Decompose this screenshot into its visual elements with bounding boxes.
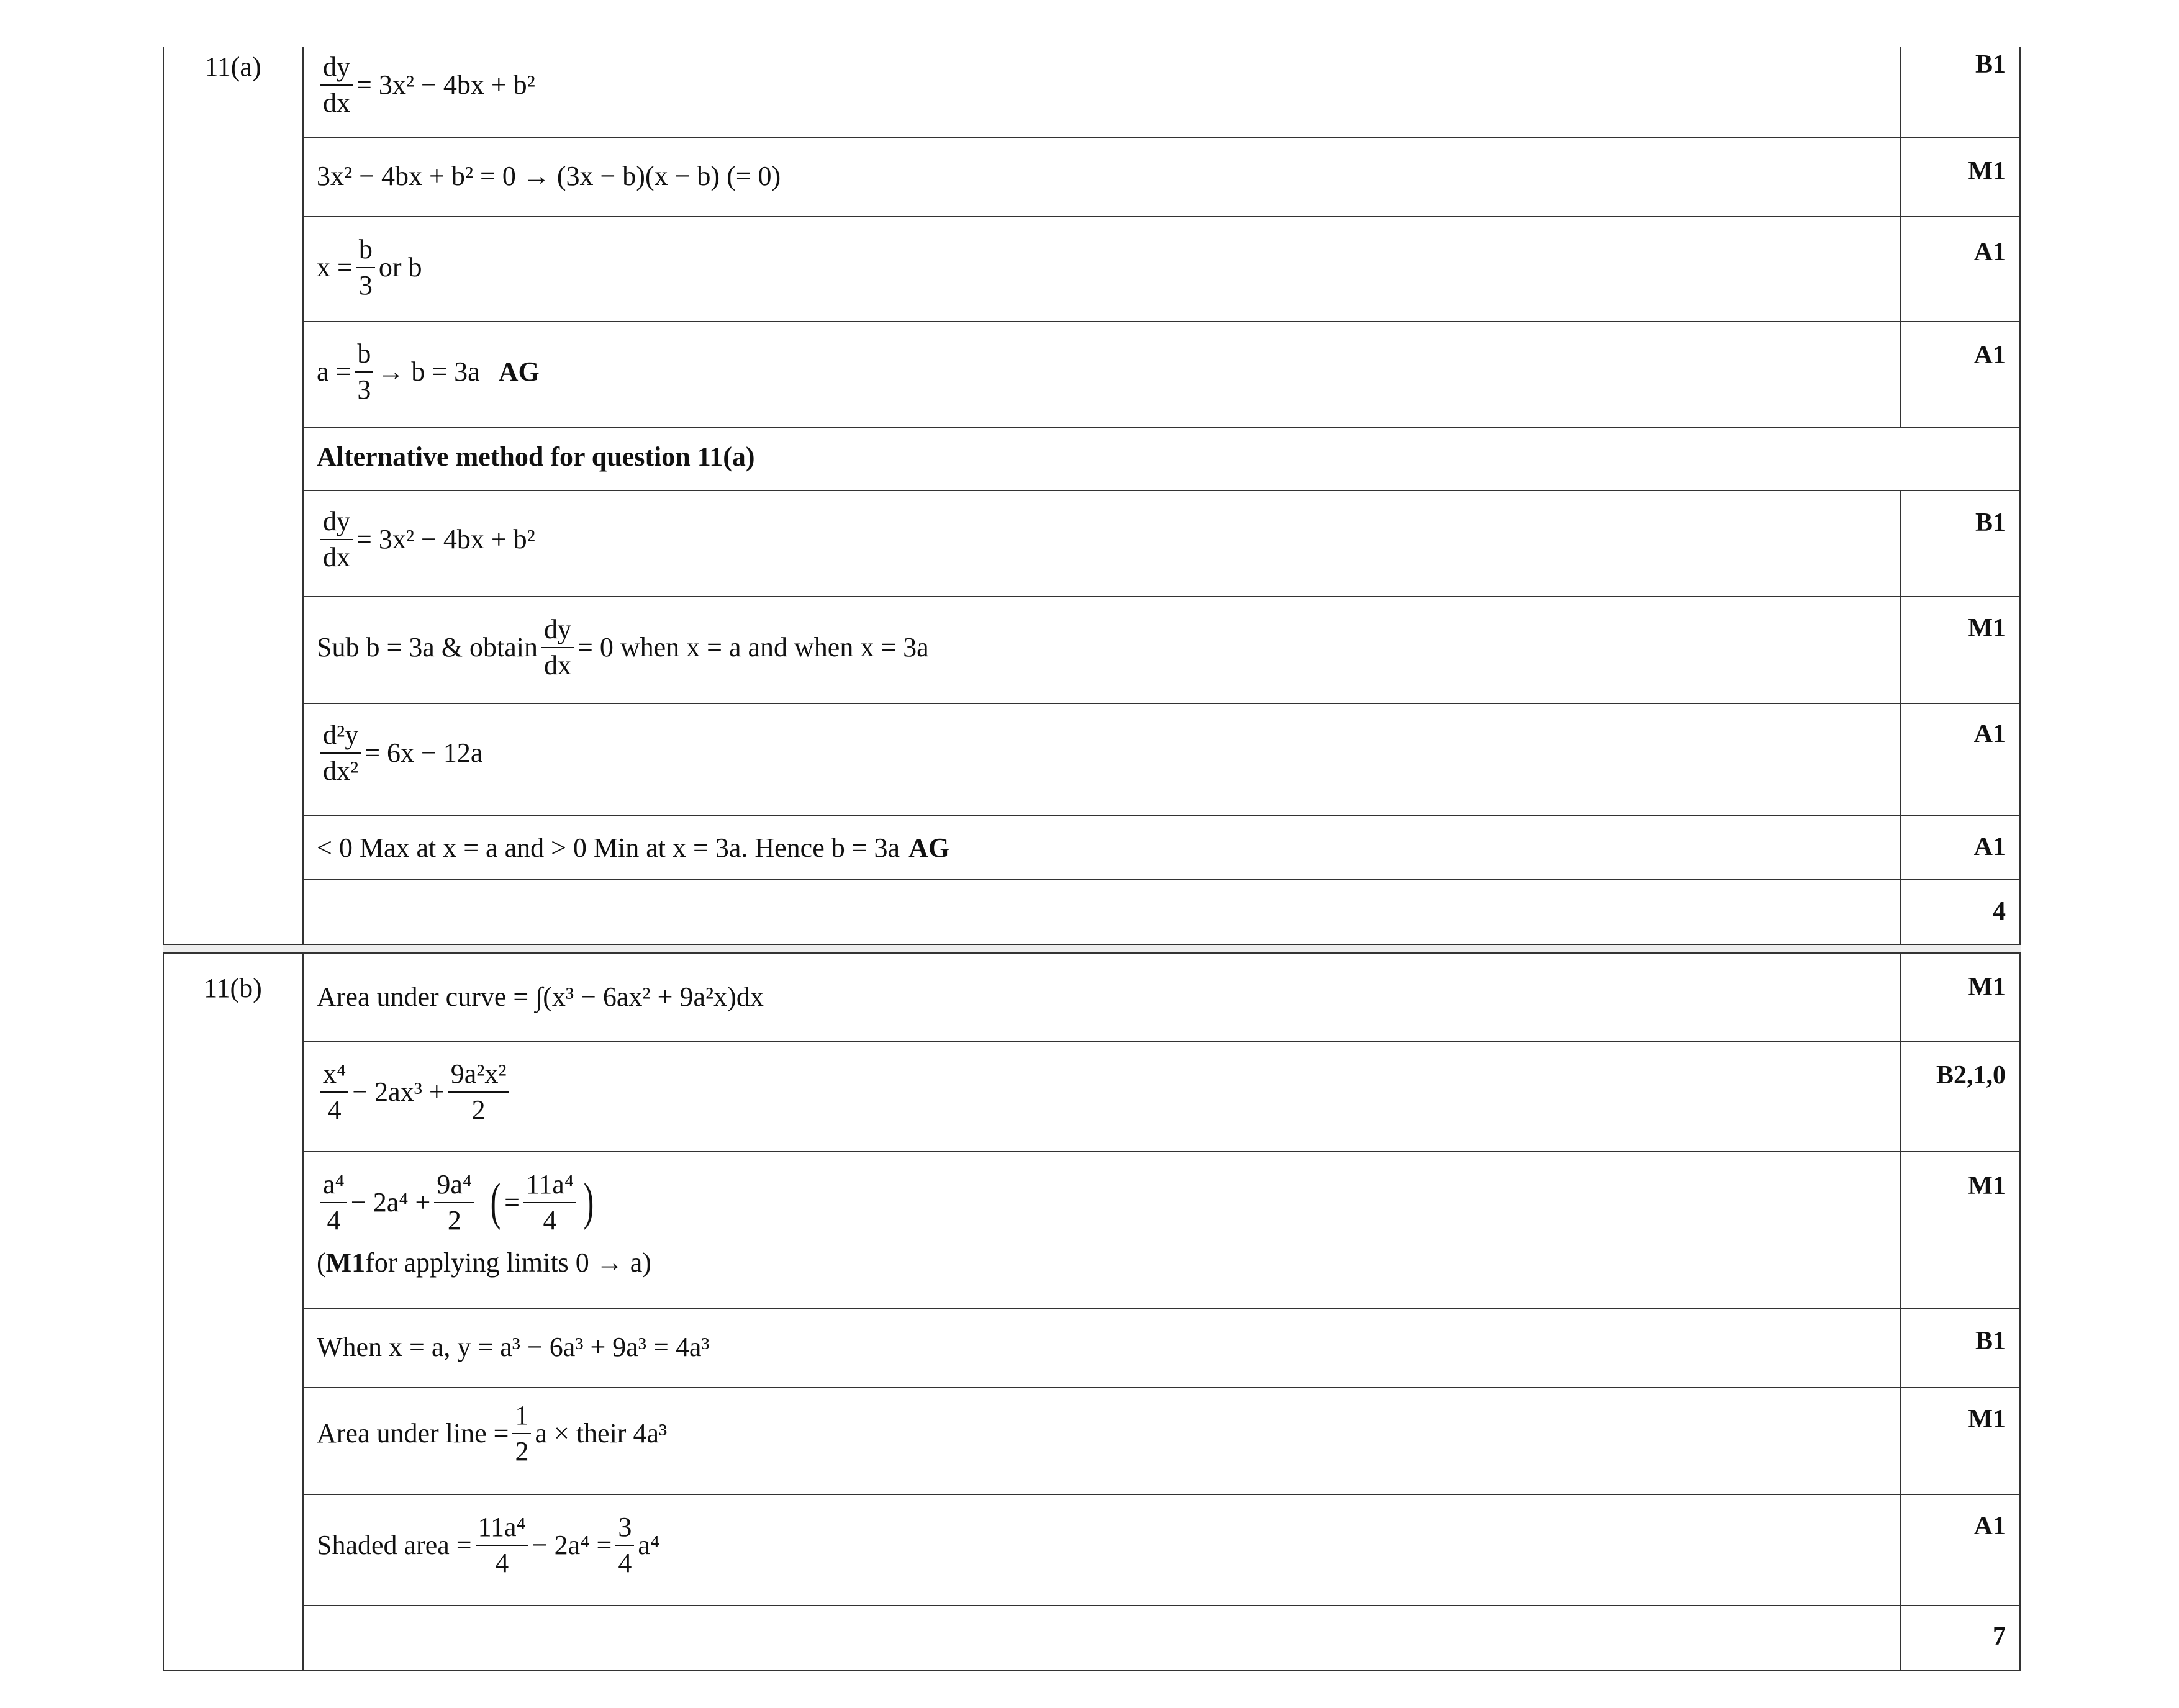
column-divider-marks xyxy=(1900,490,1901,954)
row-divider xyxy=(302,596,2021,597)
mark-label: B1 xyxy=(1975,1327,2006,1355)
row-divider xyxy=(302,490,2021,491)
fraction: $\frac{3}{4}$ xyxy=(615,1514,634,1577)
fraction: $\frac{\text{x⁴}}{4}$ xyxy=(320,1060,348,1124)
total-marks: 4 xyxy=(1993,897,2006,926)
alternative-method-heading: Alternative method for question 11(a) xyxy=(317,441,755,472)
mark-label: M1 xyxy=(1968,157,2006,186)
row-divider xyxy=(302,216,2021,217)
row-divider xyxy=(302,879,2021,880)
answer-cell: When x = a, y = a³ − 6a³ + 9a³ = 4a³ xyxy=(317,1332,710,1362)
row-divider xyxy=(302,1308,2021,1309)
column-divider-question xyxy=(302,47,304,954)
fraction: $\frac{\text{a⁴}}{4}$ xyxy=(320,1171,347,1234)
column-divider-question xyxy=(302,954,304,1671)
mark-label: A1 xyxy=(1973,341,2006,369)
row-divider xyxy=(302,1151,2021,1152)
mark-label: B1 xyxy=(1975,508,2006,537)
fraction: $\frac{b}{3}$ xyxy=(355,340,373,404)
fraction: $\frac{1}{2}$ xyxy=(512,1402,531,1465)
method-note: ( M1 for applying limits 0 → a) xyxy=(317,1247,651,1278)
expression: = 3x² − 4bx + b² xyxy=(356,70,535,100)
column-divider-marks xyxy=(1900,954,1901,1671)
mark-label: B2,1,0 xyxy=(1936,1061,2006,1090)
fraction: $\frac{dy}{dx}$ xyxy=(541,616,574,679)
section-separator xyxy=(163,944,2021,954)
fraction: $\frac{\text{11a⁴}}{4}$ xyxy=(476,1514,528,1577)
fraction: $\frac{dy}{dx}$ xyxy=(320,508,353,571)
answer-cell xyxy=(317,53,535,117)
row-divider xyxy=(302,815,2021,816)
answer-cell: $\frac{dy}{dx}$ = 3x² − 4bx + b² xyxy=(317,508,535,571)
answer-cell: a = $\frac{b}{3}$ → b = 3a AG xyxy=(317,338,540,405)
fraction: $\frac{\text{11a⁴}}{4}$ xyxy=(523,1171,576,1234)
mark-label: M1 xyxy=(1968,973,2006,1001)
row-divider xyxy=(302,1041,2021,1042)
column-divider-marks xyxy=(1900,47,1901,427)
table-border-left xyxy=(163,954,164,1671)
answer-cell: < 0 Max at x = a and > 0 Min at x = 3a. Hence b = 3a AG xyxy=(317,833,950,863)
total-marks: 7 xyxy=(1993,1622,2006,1651)
table-border-right xyxy=(2019,954,2021,1671)
fraction: $\frac{\text{9a²x²}}{2}$ xyxy=(448,1060,509,1124)
answer-cell: $\frac{\text{a⁴}}{4}$ − 2a⁴ + $\frac{\text{9a⁴}}{2}$ ( = $\frac{\text{11a⁴}}{4}$ ) xyxy=(317,1171,597,1234)
answer-cell: x = $\frac{b}{3}$ or b xyxy=(317,234,422,300)
row-divider xyxy=(302,137,2021,138)
answer-given-tag: AG xyxy=(498,356,540,387)
mark-label: M1 xyxy=(1968,1405,2006,1434)
answer-cell: Sub b = 3a & obtain $\frac{dy}{dx}$ = 0 when x = a and when x = 3a xyxy=(317,614,929,680)
mark-label: M1 xyxy=(1968,1172,2006,1200)
mark-label: A1 xyxy=(1973,1512,2006,1540)
table-border-right xyxy=(2019,47,2021,954)
table-border-bottom xyxy=(163,1670,2021,1671)
question-label: 11(b) xyxy=(204,973,262,1003)
row-divider xyxy=(302,1494,2021,1495)
row-divider xyxy=(302,427,2021,428)
answer-cell: Shaded area = $\frac{\text{11a⁴}}{4}$ − 2a⁴ = $\frac{3}{4}$ a⁴ xyxy=(317,1512,660,1578)
fraction: $\frac{\text{9a⁴}}{2}$ xyxy=(434,1171,474,1234)
table-border-left xyxy=(163,47,164,954)
fraction: $\frac{\text{d²y}}{\text{dx²}}$ xyxy=(320,721,361,785)
answer-cell: Area under curve = ∫(x³ − 6ax² + 9a²x)dx xyxy=(317,982,764,1012)
mark-label: B1 xyxy=(1975,50,2006,79)
fraction: $\frac{dy}{dx}$ xyxy=(320,53,353,117)
mark-label: M1 xyxy=(1968,614,2006,643)
answer-cell: 3x² − 4bx + b² = 0 → (3x − b)(x − b) (= 0) xyxy=(317,161,781,191)
question-label: 11(a) xyxy=(204,52,261,82)
mark-label: A1 xyxy=(1973,238,2006,266)
row-divider xyxy=(302,703,2021,704)
answer-cell: $\frac{\text{d²y}}{\text{dx²}}$ = 6x − 12a xyxy=(317,721,482,785)
answer-given-tag: AG xyxy=(908,833,950,863)
answer-cell: Area under line = $\frac{1}{2}$ a × their 4a³ xyxy=(317,1400,668,1466)
row-divider xyxy=(302,1605,2021,1606)
answer-cell: $\frac{\text{x⁴}}{4}$ − 2ax³ + $\frac{\text{9a²x²}}{2}$ xyxy=(317,1060,513,1124)
row-divider xyxy=(302,321,2021,322)
row-divider xyxy=(302,1387,2021,1388)
mark-label: A1 xyxy=(1973,833,2006,861)
mark-label: A1 xyxy=(1973,720,2006,748)
fraction: $\frac{b}{3}$ xyxy=(356,236,375,299)
